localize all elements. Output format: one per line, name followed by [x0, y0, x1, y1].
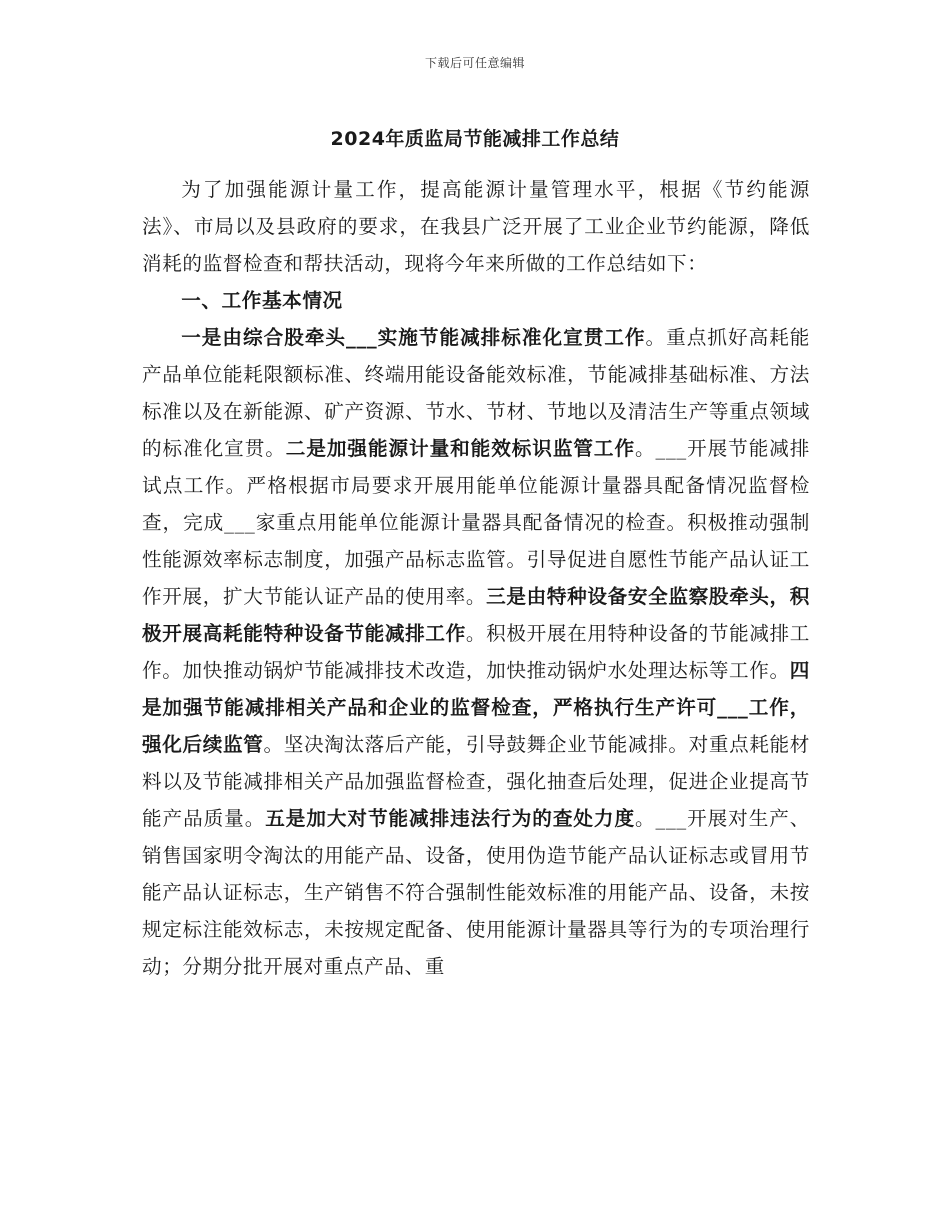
- document-body: [142, 171, 810, 985]
- point-one-bold: 一是由综合股牵头___实施节能减排标准化宣贯工作: [181, 326, 646, 349]
- intro-paragraph: 为了加强能源计量工作，提高能源计量管理水平，根据《节约能源法》、市局以及县政府的要求，在我县广泛开展了工业企业节约能源，降低消耗的监督检查和帮扶活动，现将今年来所做的工作总结如下：: [142, 178, 810, 275]
- document-title: 2024年质监局节能减排工作总结: [330, 128, 620, 150]
- point-five-bold: 五是加大对节能减排违法行为的查处力度: [265, 807, 635, 830]
- point-two-bold: 二是加强能源计量和能效标识监管工作: [285, 437, 636, 460]
- work-summary-paragraph: [142, 319, 810, 985]
- point-five-text: 。___开展对生产、销售国家明令淘汰的用能产品、设备，使用伪造节能产品认证标志或冒用节能产品认证标志，生产销售不符合强制性能效标准的用能产品、设备，未按规定标注能效标志，未按规定配备、使用能源计量器具等行为的专项治理行动；分期分批开展对重点产品、重: [142, 807, 810, 978]
- point-three-text: 。积极开展在用特种设备的节能减排工作。加快推动锅炉节能减排技术改造，加快推动锅炉水处理达标等工作。: [142, 622, 810, 682]
- section-heading: 一、工作基本情况: [181, 289, 343, 312]
- point-four-bold: 四是加强节能减排相关产品和企业的监督检查，严格执行生产许可___工作，强化后续监管: [142, 659, 810, 756]
- point-two-text: 。___开展节能减排试点工作。严格根据市局要求开展用能单位能源计量器具配备情况监督检查，完成___家重点用能单位能源计量器具配备情况的检查。积极推动强制性能源效率标志制度，加强产品标志监管。引导促进自愿性节能产品认证工作开展，扩大节能认证产品的使用率。: [142, 437, 811, 608]
- point-one-text: 。重点抓好高耗能产品单位能耗限额标准、终端用能设备能效标准，节能减排基础标准、方法标准以及在新能源、矿产资源、节水、节材、节地以及清洁生产等重点领域的标准化宣贯。: [142, 326, 810, 460]
- header-note: 下载后可任意编辑: [424, 56, 525, 70]
- point-three-bold: 三是由特种设备安全监察股牵头，积极开展高耗能特种设备节能减排工作: [142, 585, 810, 645]
- point-four-text: 。坚决淘汰落后产能，引导鼓舞企业节能减排。对重点耗能材料以及节能减排相关产品加强监督检查，强化抽查后处理，促进企业提高节能产品质量。: [142, 733, 810, 830]
